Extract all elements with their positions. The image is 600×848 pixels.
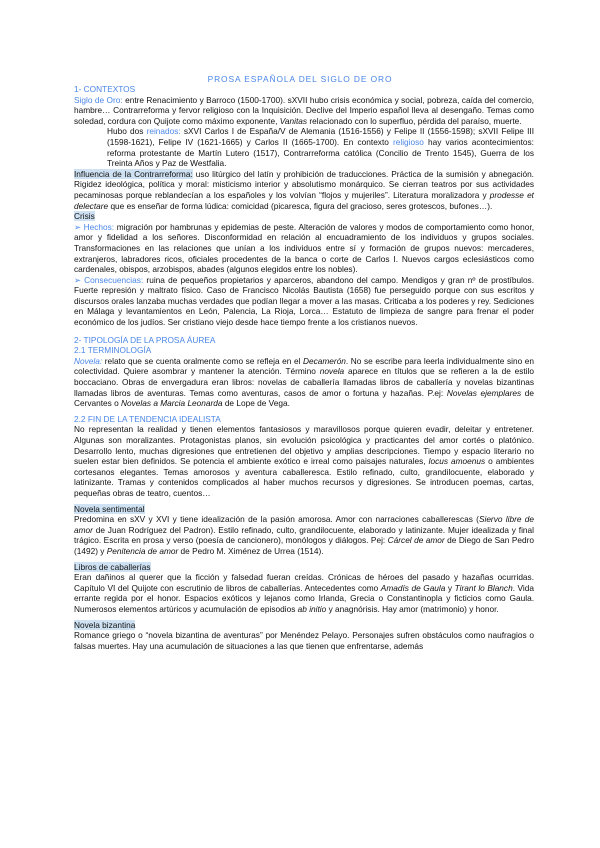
libros-caballerias-heading — [74, 562, 534, 573]
emphasis: Decamerón — [303, 355, 346, 366]
paragraph-libros-caballerias — [74, 572, 534, 614]
text: de Diego de San Pedro (1492) y — [74, 535, 534, 556]
document-body — [74, 84, 534, 651]
text: sXVI Carlos I de España/V de Alemania (1516-1556) y Felipe II (1556-1598); sXVII Felipe III (1598-1621), Felipe IV (1621-1665) y Carlos II (1665-1700). En contexto — [107, 126, 535, 147]
emphasis: locus amoenus — [428, 456, 486, 467]
text: Eran dañinos al querer que la ficción y falsedad fueran creídas. Crónicas de héroes del pasado y hazañas ocurridas. Capítulo VI del Quijote con escrutinio de libros de caballerías. Antecedentes como — [74, 572, 534, 593]
text: y — [445, 582, 455, 593]
emphasis: Penitencia de amor — [106, 545, 179, 556]
novela-bizantina-heading — [74, 620, 534, 631]
section-1-heading: 1- CONTEXTOS — [74, 84, 136, 94]
text: ruina de pequeños propietarios y aparceros, abandono del campo. Mendigos y gran nº de prostíbulos. Fuerte represión y maltrato físico. Caso de Francisco Nicolás Bautista (1658) fue perseguido porque con sus escritos y discursos orales lanzaba muchas verdades que podían llegar a mover a las masas. Criticaba a los poderes y rey. Sediciones en Málaga y levantamientos en León, Palencia, La Rioja, Lorca… Estatuto de limpieza de sangre para frenar el poder económico de los judíos. Ser cristiano viejo desde hace tiempo frente a los cristianos nuevos. — [74, 274, 535, 328]
paragraph-siglo-de-oro — [74, 95, 534, 127]
highlight: Novela bizantina — [74, 619, 136, 630]
label-contrarreforma: Influencia de la Contrarreforma: — [74, 168, 193, 179]
text: entre Renacimiento y Barroco (1500-1700). sXVII hubo crisis económica y social, pobreza, caída del comercio, hambre… Contrarreforma y fervor religioso con la Inquisición. Declive del Imperio español lleva al desengaño. Temas como soledad, cordura con Quijote como máximo exponente, — [74, 94, 534, 126]
emphasis: Novelas a Marcia Leonarda — [121, 398, 223, 409]
text: y anagnórisis. Hay amor (matrimonio) y honor. — [326, 603, 499, 614]
text: de Lope de Vega. — [222, 398, 290, 409]
emphasis: novela — [319, 366, 345, 377]
text: de Cervantes o — [74, 387, 534, 409]
text: Hubo dos — [107, 126, 147, 137]
text: migración por hambrunas y epidemias de peste. Alteración de valores y modos de comportamiento como honor, amor y fidelidad a los señores. Disconformidad en relación al encuadramiento de los individuos y grupos sociales. Transformaciones en las relaciones que unían a los individuos entre sí y formación de grupos nuevos: mercaderes, extranjeros, labradores ricos, oficiales procedentes de la banca o corte de Carlos I. Nuevos cargos eclesiásticos como cardenales, obispos, arzobispos, abades (algunos elegidos entre los nobles). — [74, 221, 534, 275]
emphasis: Amadís de Gaula — [380, 582, 446, 593]
highlight: Crisis — [74, 211, 95, 222]
text: de Pedro M. Ximénez de Urrea (1514). — [178, 545, 324, 556]
text: relato que se cuenta oralmente como se refleja en el — [102, 355, 304, 366]
section-2-1-heading: 2.1 TERMINOLOGÍA — [74, 345, 152, 356]
label-religioso: religioso — [392, 136, 424, 147]
section-2-2-heading: 2.2 FIN DE LA TENDENCIA IDEALISTA — [74, 413, 221, 424]
paragraph-tendencia-idealista — [74, 424, 534, 498]
crisis-heading — [74, 211, 534, 222]
emphasis: ab initio — [297, 603, 327, 614]
emphasis: Vanitas — [279, 115, 308, 126]
label-siglo-de-oro: Siglo de Oro: — [74, 94, 123, 105]
spacer — [74, 328, 534, 335]
paragraph-novela-bizantina: Romance griego o “novela bizantina de aventuras” por Menéndez Pelayo. Personajes sufren obstáculos como naufragios o falsas muertes. Hay una acumulación de situaciones a las que tienen que enfrentarse, además — [74, 630, 534, 651]
paragraph-reinados — [74, 126, 534, 168]
label-novela: Novela: — [74, 355, 103, 366]
label-reinados: reinados: — [146, 126, 181, 137]
text: hay varios acontecimientos: reforma protestante de Martín Lutero (1517), Contrarreforma católica (Concilio de Trento 1545), Guerra de los Treinta Años y Paz de Westfalia. — [107, 136, 534, 169]
emphasis: Siervo libre de amor — [74, 514, 534, 535]
text: No representan la realidad y tienen elementos fantasiosos y maravillosos porque quieren evadir, deleitar y entretener. Algunas son moralizantes. Protagonistas planos, sin evolución psicológica y practicantes del amor cortés o platónico. Desarrollo lento, muchas digresiones que entretienen del objetivo y amplias descripciones. Tiempo y espacio literario no suelen estar bien definidos. Se potencia el ambiente exótico e irreal como paisajes naturales, — [74, 424, 534, 467]
label-hechos: ➢ Hechos: — [74, 221, 115, 232]
text: que es enseñar de forma lúdica: comicidad (picaresca, figura del gracioso, seres grotescos, bufones…). — [108, 200, 493, 211]
novela-sentimental-heading — [74, 504, 534, 515]
text: . No se escribe para leerla individualmente sino en colectividad. Quiere asombrar y mantener la atención. Término — [74, 355, 534, 377]
text: o ambientes cortesanos elegantes. Temas amorosos y aventura caballeresca. Estilo refinado, culto, grandilocuente, elaborado y latinizante. Tramas y contenidos complicados al haber muchos recursos y digresiones. Se introducen poemas, cartas, pequeñas obras de teatro, cuentos… — [74, 456, 534, 498]
text: aparece en títulos que se refieren a la de estilo boccaciano. Obras de envergadura eran libros: novelas de caballería llamadas libros de caballería y novelas bizantinas llamadas libros de aventuras. Temas como aventuras, casos de amor o fortuna y hazañas. P.ej: — [74, 366, 535, 398]
highlight: Libros de caballerías — [74, 561, 151, 572]
bullet-hechos — [74, 222, 534, 275]
paragraph-terminologia — [74, 356, 534, 409]
bullet-consecuencias — [74, 275, 534, 328]
text: relacionado con lo superfluo, pérdida del paraíso, muerte. — [307, 115, 522, 126]
document-title: PROSA ESPAÑOLA DEL SIGLO DE ORO — [207, 74, 393, 84]
emphasis: Cárcel de amor — [387, 535, 445, 546]
highlight: Novela sentimental — [74, 503, 145, 514]
paragraph-contrarreforma — [74, 169, 534, 211]
emphasis: Novelas ejemplares — [446, 387, 522, 398]
text: Predomina en sXV y XVI y tiene idealización de la pasión amorosa. Amor con narraciones caballerescas ( — [74, 514, 479, 525]
text: uso litúrgico del latín y prohibición de traducciones. Práctica de la sumisión y abnegación. Rigidez ideológica, política y moral: misticismo interior y absolutismo monárquico. Se cierran teatros por sus actividades pecaminosas porque reblandecían a los españoles y los volvían “flojos y mujeriles”. Literatura moralizadora y — [74, 168, 534, 200]
emphasis: Tirant lo Blanch — [454, 582, 513, 593]
section-2-heading: 2- TIPOLOGÍA DE LA PROSA ÁUREA — [74, 334, 216, 345]
paragraph-novela-sentimental — [74, 514, 534, 556]
text: de Juan Rodríguez del Padron). Estilo refinado, culto, grandilocuente, elaborado y latinizante. Mujer idealizada y final trágico. Escrita en prosa y verso (poesía de cancionero), monólogos y diálogos. Pej: — [74, 524, 534, 546]
text: . Vida errante regida por el honor. Espacios exóticos y lejanos como Irlanda, Grecia o Constantinopla y ficticios como Gaula. Numerosos elementos artúricos y acumulación de episodios — [74, 582, 535, 614]
label-consecuencias: ➢ Consecuencias: — [74, 274, 144, 285]
emphasis: prodesse et delectare — [74, 189, 534, 211]
